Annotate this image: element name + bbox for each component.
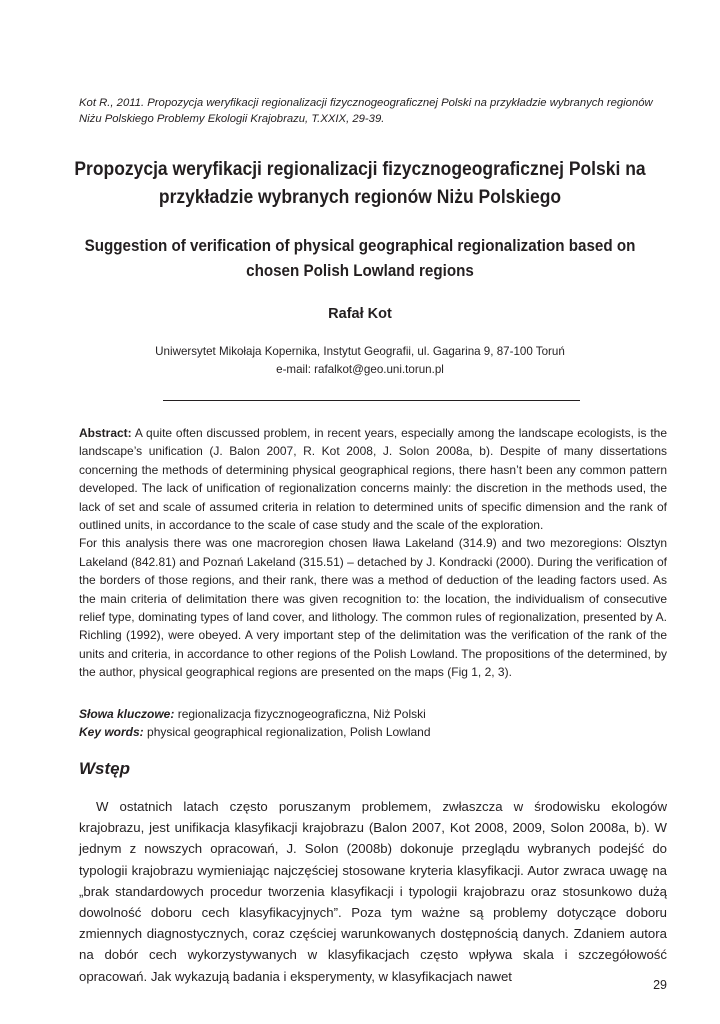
section-heading: Wstęp	[79, 759, 130, 778]
keywords-english	[79, 723, 667, 741]
title-english	[66, 234, 655, 284]
title-polish-line-2: przykładzie wybranych regionów Niżu Polskiego	[158, 187, 562, 208]
abstract-paragraph-1	[79, 424, 667, 534]
body-paragraph: W ostatnich latach często poruszanym problemem, zwłaszcza w środowisku ekologów krajobrazu, jest unifikacja klasyfikacji krajobrazu (Balon 2007, Kot 2008, 2009, Solon 2008a, b). W jednym z nowszych opracowań, J. Solon (2008b) dokonuje przeglądu wybranych podejść do typologii krajobrazu wymieniając najczęściej stosowane kryteria klasyfikacji. Autor zwraca uwagę na „brak standardowych procedur tworzenia klasyfikacji i typologii krajobrazu oraz stosunkowo dużą dowolność doboru cech klasyfikacyjnych”. Poza tym ważne są problemy dotyczące doboru zmiennych diagnostycznych, coraz częściej warunkowanych dostępnością danych. Zdaniem autora na dobór cech wykorzystywanych w klasyfikacjach często wpływa skala i szczegółowość opracowań. Jak wykazują badania i eksperymenty, w klasyfikacjach nawet	[79, 799, 667, 984]
title-polish-line-1: Propozycja weryfikacji regionalizacji fizycznogeograficznej Polski na	[74, 159, 646, 180]
keywords-english-value: physical geographical regionalization, Polish Lowland	[143, 725, 431, 740]
separator-rule	[163, 400, 580, 401]
title-polish	[66, 156, 655, 212]
title-english-line-1: Suggestion of verification of physical geographical regionalization based on	[84, 237, 636, 255]
affiliation-institution: Uniwersytet Mikołaja Kopernika, Instytut Geografii, ul. Gagarina 9, 87-100 Toruń	[155, 345, 565, 358]
author-affiliation	[0, 343, 720, 379]
keywords-block	[79, 705, 667, 742]
affiliation-email: e-mail: rafalkot@geo.uni.torun.pl	[276, 363, 444, 376]
keywords-polish-label: Słowa kluczowe:	[79, 707, 175, 721]
keywords-english-label: Key words:	[79, 725, 144, 740]
citation-line-2: Niżu Polskiego Problemy Ekologii Krajobrazu, T.XXIX, 29-39.	[79, 113, 385, 125]
keywords-polish	[79, 705, 667, 723]
title-english-line-2: chosen Polish Lowland regions	[246, 262, 474, 280]
abstract-text-1: A quite often discussed problem, in recent years, especially among the landscape ecologists, is the landscape’s unification (J. Balon 2007, R. Kot 2008, J. Solon 2008a, b). Despite of many dissertations concerning the methods of determining physical geographical regions, there hasn’t been any common pattern developed. The lack of unification of regionalization concerns mainly: the discretion in the methods used, the lack of set and scale of assumed criteria in relation to determined units of specific dimension and the rank of outlined units, in accordance to the scale of case study and the scale of the exploration.	[79, 426, 668, 533]
keywords-polish-value: regionalizacja fizycznogeograficzna, Niż Polski	[174, 707, 426, 721]
author-name: Rafał Kot	[328, 306, 392, 322]
body-text	[79, 796, 667, 987]
abstract-paragraph-2: For this analysis there was one macroregion chosen Iława Lakeland (314.9) and two mezoregions: Olsztyn Lakeland (842.81) and Poznań Lakeland (315.51) – detached by J. Kondracki (2000). During the verification of the borders of those regions, and their rank, there was a method of deduction of the leading factors used. As the main criteria of delimitation there was given recognition to: the location, the individualism of consecutive relief type, dominating types of land cover, and lithology. The common rules of regionalization, presented by A. Richling (1992), were obeyed. A very important step of the delimitation was the verification of the rank of the units and criteria, in accordance to other regions of the Polish Lowland. The propositions of the determined, by the author, physical geographical regions are presented on the maps (Fig 1, 2, 3).	[79, 536, 667, 680]
citation-line-1: Kot R., 2011. Propozycja weryfikacji regionalizacji fizycznogeograficznej Polski na przykładzie wybranych regionów	[79, 97, 653, 109]
abstract	[79, 424, 667, 682]
citation-header	[79, 95, 679, 127]
page-number: 29	[653, 978, 667, 992]
abstract-label: Abstract:	[79, 426, 132, 440]
